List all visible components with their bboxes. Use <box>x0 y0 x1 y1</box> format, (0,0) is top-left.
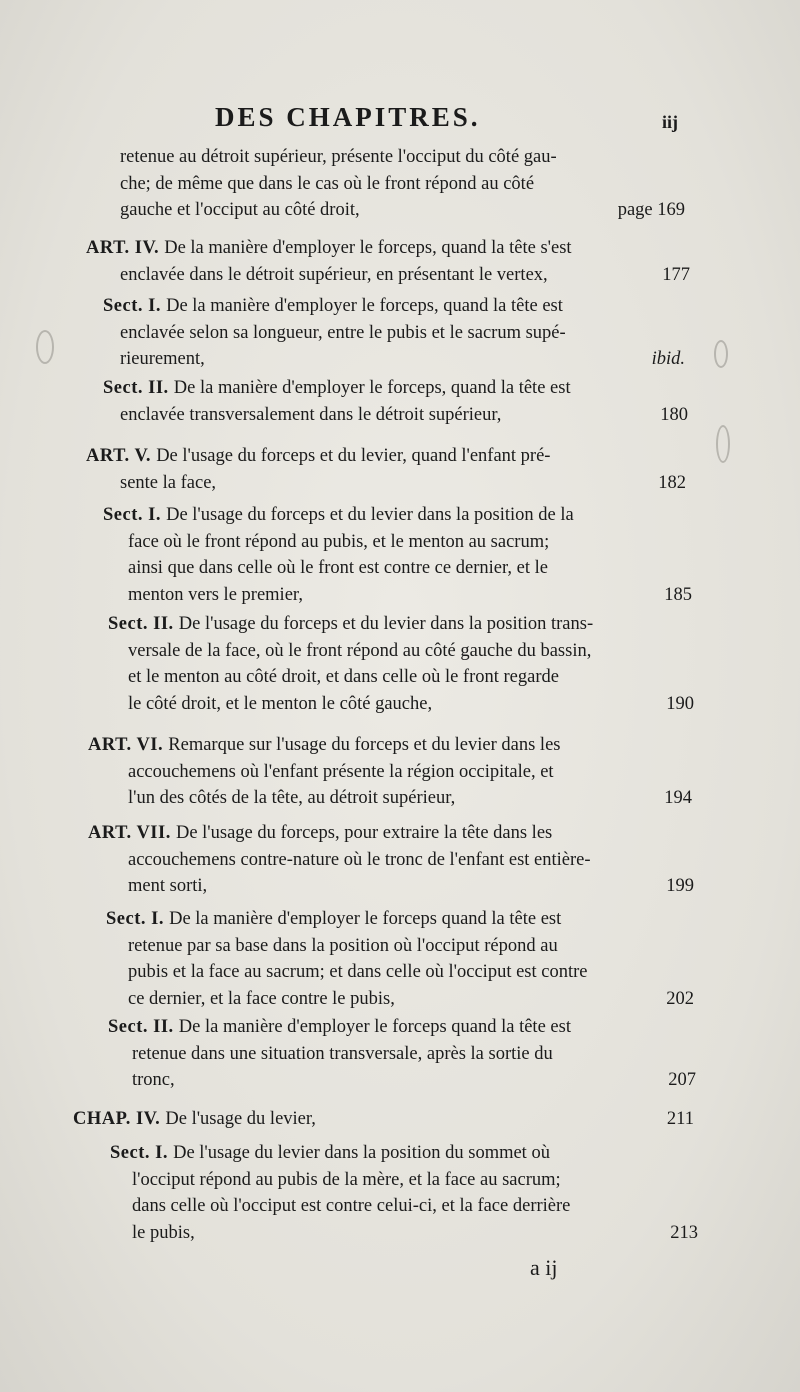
toc-line-text <box>132 1067 175 1094</box>
toc-entry-text: che; de même que dans le cas où le front répond au côté <box>120 173 535 194</box>
toc-line <box>103 555 692 582</box>
toc-line <box>103 529 692 556</box>
toc-entry-text: De l'usage du levier dans la position du sommet où <box>173 1143 550 1163</box>
toc-entry <box>120 144 685 224</box>
toc-line-text <box>103 505 574 525</box>
toc-page-number: 182 <box>658 472 686 493</box>
toc-line <box>86 443 686 470</box>
toc-page-number: 194 <box>664 788 692 808</box>
toc-line <box>88 759 692 786</box>
toc-line-text <box>120 346 205 373</box>
toc-line-text <box>128 762 554 782</box>
toc-page-number: page 169 <box>617 200 685 220</box>
toc-entry-text: sente la face, <box>120 472 217 493</box>
toc-entry-text: De la manière d'employer le forceps, quand la tête est <box>166 296 563 316</box>
toc-entry <box>106 906 694 1012</box>
toc-entry-text: menton vers le premier, <box>128 584 303 605</box>
toc-entry-label: ART. VI. <box>88 735 169 755</box>
toc-line-text <box>128 936 558 956</box>
toc-page-number: ibid. <box>651 349 685 369</box>
toc-entry-label: Sect. I. <box>103 505 167 525</box>
toc-entry-text: l'occiput répond au pubis de la mère, et la face au sacrum; <box>132 1169 561 1190</box>
toc-entry-text: retenue au détroit supérieur, présente l'occiput du côté gau- <box>120 147 557 167</box>
toc-line-text <box>120 197 360 224</box>
printer-signature: a ij <box>530 1255 558 1280</box>
page-folio: iij <box>662 112 678 132</box>
toc-entry-label: Sect. I. <box>103 296 167 316</box>
toc-entry-text: versale de la face, où le front répond au côté gauche du bassin, <box>128 640 592 661</box>
toc-line <box>88 873 694 900</box>
toc-line-text <box>120 262 548 289</box>
toc-entry <box>73 1106 694 1133</box>
page-header <box>0 102 800 142</box>
toc-line <box>106 906 694 933</box>
toc-entry-label: Sect. I. <box>106 909 170 929</box>
toc-line-text <box>128 641 591 661</box>
toc-entry-text: face où le front répond au pubis, et le menton au sacrum; <box>128 531 550 552</box>
toc-entry-text: enclavée selon sa longueur, entre le pubis et le sacrum supé- <box>120 322 566 343</box>
toc-entry <box>88 820 694 900</box>
toc-entry-label: Sect. I. <box>110 1143 174 1163</box>
toc-page-number: 207 <box>668 1070 696 1090</box>
toc-line-text <box>86 446 550 466</box>
toc-entry-text: accouchemens contre-nature où le tronc de l'enfant est entière- <box>128 849 591 870</box>
toc-line <box>86 262 690 289</box>
toc-line-text <box>128 582 303 609</box>
toc-entry-text: De l'usage du forceps et du levier dans la position de la <box>166 505 574 525</box>
toc-entry-text: De la manière d'employer le forceps quand la tête est <box>169 909 562 929</box>
toc-entry <box>108 1014 696 1094</box>
toc-line <box>88 847 694 874</box>
toc-line-text <box>108 1017 571 1037</box>
toc-line <box>108 638 694 665</box>
toc-line <box>103 402 688 429</box>
toc-line <box>88 785 692 812</box>
toc-entry-text: pubis et la face au sacrum; et dans celle où l'occiput est contre <box>128 962 588 982</box>
toc-line-text <box>120 470 216 497</box>
toc-entry-text: Remarque sur l'usage du forceps et du levier dans les <box>168 735 561 755</box>
toc-line <box>86 235 690 262</box>
toc-entry-text: le côté droit, et le menton le côté gauche, <box>128 693 433 714</box>
toc-entry <box>103 293 685 373</box>
toc-line-text <box>128 873 207 900</box>
toc-entry-text: De l'usage du forceps, pour extraire la tête dans les <box>175 823 553 843</box>
toc-line-text <box>128 667 559 687</box>
toc-line-text <box>128 986 395 1013</box>
toc-line-text <box>86 238 572 258</box>
toc-entry-label: Sect. II. <box>103 378 174 398</box>
toc-page-number: 185 <box>664 584 692 605</box>
toc-line-text <box>128 691 432 718</box>
toc-line <box>106 933 694 960</box>
toc-line <box>110 1167 698 1194</box>
toc-line <box>108 1041 696 1068</box>
toc-entry-text: dans celle où l'occiput est contre celui-ci, et la face derrière <box>132 1196 571 1216</box>
toc-line <box>103 502 692 529</box>
toc-line-text <box>120 323 566 343</box>
toc-entry-text: De la manière d'employer le forceps, quand la tête s'est <box>164 238 572 258</box>
toc-line-text <box>132 1170 561 1190</box>
toc-line-text <box>120 174 534 194</box>
running-title: DES CHAPITRES. <box>215 102 481 132</box>
margin-mark-right-2 <box>716 425 730 463</box>
toc-page-number: 211 <box>666 1109 694 1129</box>
toc-entry <box>108 611 694 717</box>
toc-entry-text: rieurement, <box>120 349 205 369</box>
toc-entry <box>103 502 692 608</box>
toc-entry <box>103 375 688 428</box>
toc-line <box>88 820 694 847</box>
toc-entry-text: retenue dans une situation transversale, après la sortie du <box>132 1043 553 1064</box>
toc-line-text <box>128 962 587 982</box>
toc-entry-text: retenue par sa base dans la position où l'occiput répond au <box>128 935 558 956</box>
toc-line <box>108 664 694 691</box>
toc-line-text <box>132 1196 570 1216</box>
toc-entry-label: CHAP. IV. <box>73 1109 166 1129</box>
toc-line <box>103 346 685 373</box>
toc-line-text <box>108 614 593 634</box>
margin-mark-left <box>36 330 54 364</box>
toc-entry-label: Sect. II. <box>108 1017 179 1037</box>
toc-entry-label: ART. VII. <box>88 823 176 843</box>
toc-line-text <box>88 823 552 843</box>
toc-entry-text: enclavée dans le détroit supérieur, en présentant le vertex, <box>120 264 548 285</box>
toc-entry-text: ce dernier, et la face contre le pubis, <box>128 988 395 1009</box>
toc-line-text <box>132 1220 195 1247</box>
toc-entry-label: ART. IV. <box>86 238 165 258</box>
margin-mark-right-1 <box>714 340 728 368</box>
toc-entry-text: l'un des côtés de la tête, au détroit supérieur, <box>128 788 456 808</box>
toc-line-text <box>110 1143 550 1163</box>
toc-page-number: 177 <box>662 264 690 285</box>
toc-entry-text: De l'usage du forceps et du levier dans la position trans- <box>178 614 594 634</box>
toc-line <box>110 1193 698 1220</box>
toc-line-text <box>128 558 548 578</box>
toc-entry-text: De la manière d'employer le forceps, quand la tête est <box>173 378 571 398</box>
toc-line <box>106 986 694 1013</box>
toc-line <box>73 1106 694 1133</box>
toc-line-text <box>128 785 455 812</box>
toc-entry <box>86 443 686 496</box>
toc-page-number: 180 <box>660 404 688 425</box>
toc-page-number: 190 <box>666 693 694 714</box>
toc-entry-text: gauche et l'occiput au côté droit, <box>120 200 360 220</box>
toc-entry <box>110 1140 698 1246</box>
toc-line <box>103 320 685 347</box>
toc-line <box>88 732 692 759</box>
toc-line <box>110 1220 698 1247</box>
toc-line <box>106 959 694 986</box>
toc-line <box>103 582 692 609</box>
toc-entry <box>86 235 690 288</box>
toc-line <box>108 1067 696 1094</box>
toc-entry-text: le pubis, <box>132 1222 195 1243</box>
toc-line-text <box>88 735 561 755</box>
toc-entry-text: accouchemens où l'enfant présente la région occipitale, et <box>128 761 554 782</box>
toc-line <box>103 375 688 402</box>
toc-line <box>108 1014 696 1041</box>
toc-line-text <box>73 1106 316 1133</box>
toc-entry-label: Sect. II. <box>108 614 179 634</box>
toc-line <box>108 611 694 638</box>
toc-page-number: 199 <box>666 876 694 896</box>
toc-line-text <box>128 850 591 870</box>
toc-entry-text: enclavée transversalement dans le détroit supérieur, <box>120 404 502 425</box>
toc-entry <box>88 732 692 812</box>
toc-line <box>120 171 685 198</box>
toc-line <box>110 1140 698 1167</box>
toc-page-number: 202 <box>666 988 694 1009</box>
toc-entry-text: tronc, <box>132 1070 175 1090</box>
toc-entry-text: ainsi que dans celle où le front est contre ce dernier, et le <box>128 558 548 578</box>
toc-line-text <box>103 378 571 398</box>
toc-line <box>120 144 685 171</box>
toc-line <box>103 293 685 320</box>
toc-entry-text: et le menton au côté droit, et dans celle où le front regarde <box>128 667 559 687</box>
toc-line-text <box>106 909 561 929</box>
toc-line <box>86 470 686 497</box>
toc-entry-text: ment sorti, <box>128 876 208 896</box>
toc-line-text <box>128 532 549 552</box>
toc-line <box>120 197 685 224</box>
toc-entry-text: De l'usage du forceps et du levier, quand l'enfant pré- <box>156 446 551 466</box>
toc-line-text <box>120 147 557 167</box>
toc-entry-text: De l'usage du levier, <box>165 1109 316 1129</box>
toc-page-number: 213 <box>670 1222 698 1243</box>
toc-line-text <box>103 296 563 316</box>
toc-line-text <box>120 402 501 429</box>
toc-line <box>108 691 694 718</box>
toc-line-text <box>132 1044 553 1064</box>
toc-entry-label: ART. V. <box>86 446 157 466</box>
toc-entry-text: De la manière d'employer le forceps quand la tête est <box>178 1017 571 1037</box>
